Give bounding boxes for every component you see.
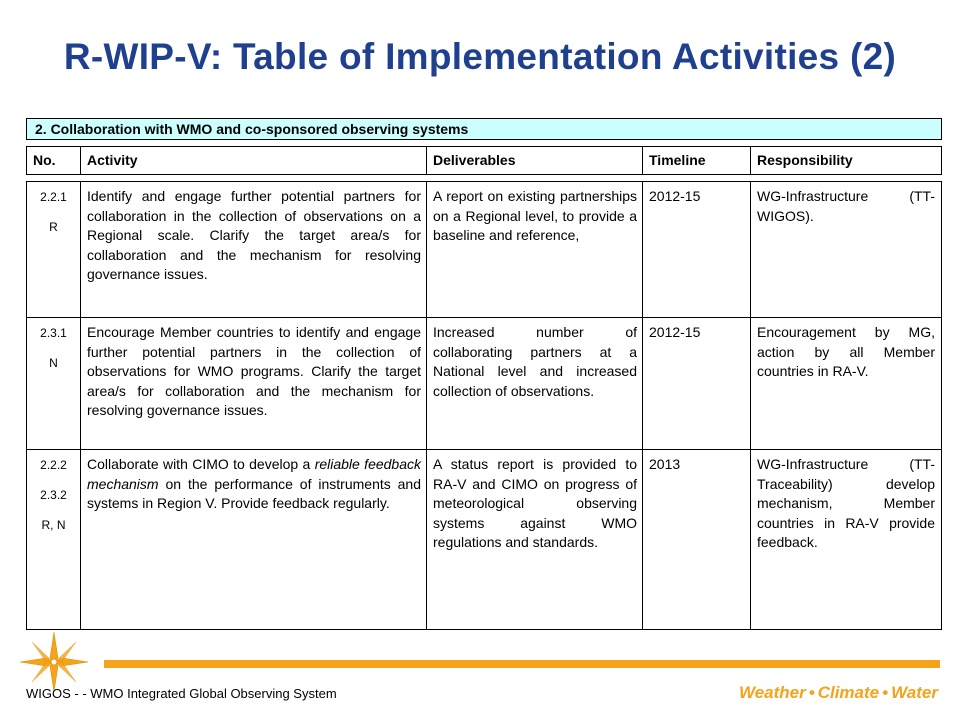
activities-table xyxy=(26,181,942,630)
header-activity: Activity xyxy=(81,147,427,174)
cell-activity xyxy=(81,450,427,629)
activity-number: 2.3.1 xyxy=(40,326,67,340)
slogan-climate: Climate xyxy=(817,683,880,702)
activity-scope: R xyxy=(49,220,58,234)
footer-divider xyxy=(104,660,940,668)
cell-no xyxy=(27,450,81,629)
activity-number: 2.2.1 xyxy=(40,190,67,204)
slogan-separator: • xyxy=(882,683,889,702)
cell-deliverables: A status report is provided to RA-V and CIMO on progress of meteorological observing systems against WMO regulations and standards. xyxy=(427,450,643,629)
slogan-separator: • xyxy=(808,683,815,702)
cell-timeline: 2012-15 xyxy=(643,318,751,449)
cell-responsibility: Encouragement by MG, action by all Member countries in RA-V. xyxy=(757,324,935,379)
cell-timeline: 2013 xyxy=(643,450,751,629)
header-timeline: Timeline xyxy=(643,147,751,174)
table-row xyxy=(27,450,941,630)
slide-title: R-WIP-V: Table of Implementation Activities (2) xyxy=(63,36,897,77)
compass-star-icon xyxy=(18,630,90,694)
cell-no xyxy=(27,318,81,449)
cell-no xyxy=(27,182,81,317)
table-header-row xyxy=(26,146,942,175)
cell-deliverables: A report on existing partnerships on a Regional level, to provide a baseline and reference, xyxy=(427,182,643,317)
slogan-weather: Weather xyxy=(738,683,806,702)
cell-responsibility: WG-Infrastructure (TT-Traceability) develop mechanism, Member countries in RA-V provide feedback. xyxy=(757,456,935,550)
activity-number-secondary: 2.3.2 xyxy=(40,488,67,502)
activity-scope: N xyxy=(49,356,58,370)
footer-slogan xyxy=(739,683,938,703)
table-row xyxy=(27,318,941,450)
section-heading: 2. Collaboration with WMO and co-sponsored observing systems xyxy=(26,118,942,140)
activity-text-end: on the performance of instruments and systems in Region V. Provide feedback regularly. xyxy=(87,475,421,511)
cell-timeline: 2012-15 xyxy=(643,182,751,317)
activity-number: 2.2.2 xyxy=(40,458,67,472)
activity-text-start: Collaborate with CIMO to develop a xyxy=(87,456,315,472)
activity-text-emphasis: reliable feedback mechanism xyxy=(87,456,421,492)
slogan-water: Water xyxy=(891,683,938,702)
table-row xyxy=(27,182,941,318)
activity-scope: R, N xyxy=(41,518,66,532)
header-no: No. xyxy=(27,147,81,174)
cell-responsibility: WG-Infrastructure (TT-WIGOS). xyxy=(757,188,935,224)
header-responsibility: Responsibility xyxy=(757,152,853,168)
header-deliverables: Deliverables xyxy=(427,147,643,174)
footer-caption: WIGOS - - WMO Integrated Global Observing System xyxy=(26,686,337,701)
cell-deliverables: Increased number of collaborating partners at a National level and increased collection of observations. xyxy=(427,318,643,449)
cell-activity: Identify and engage further potential partners for collaboration in the collection of observations on a Regional scale. Clarify the target area/s for collaboration and the mechanism for resolving governance issues. xyxy=(81,182,427,317)
cell-activity: Encourage Member countries to identify and engage further potential partners in the collection of observations for WMO programs. Clarify the target area/s for collaboration and the mechanism for resolving governance issues. xyxy=(81,318,427,449)
